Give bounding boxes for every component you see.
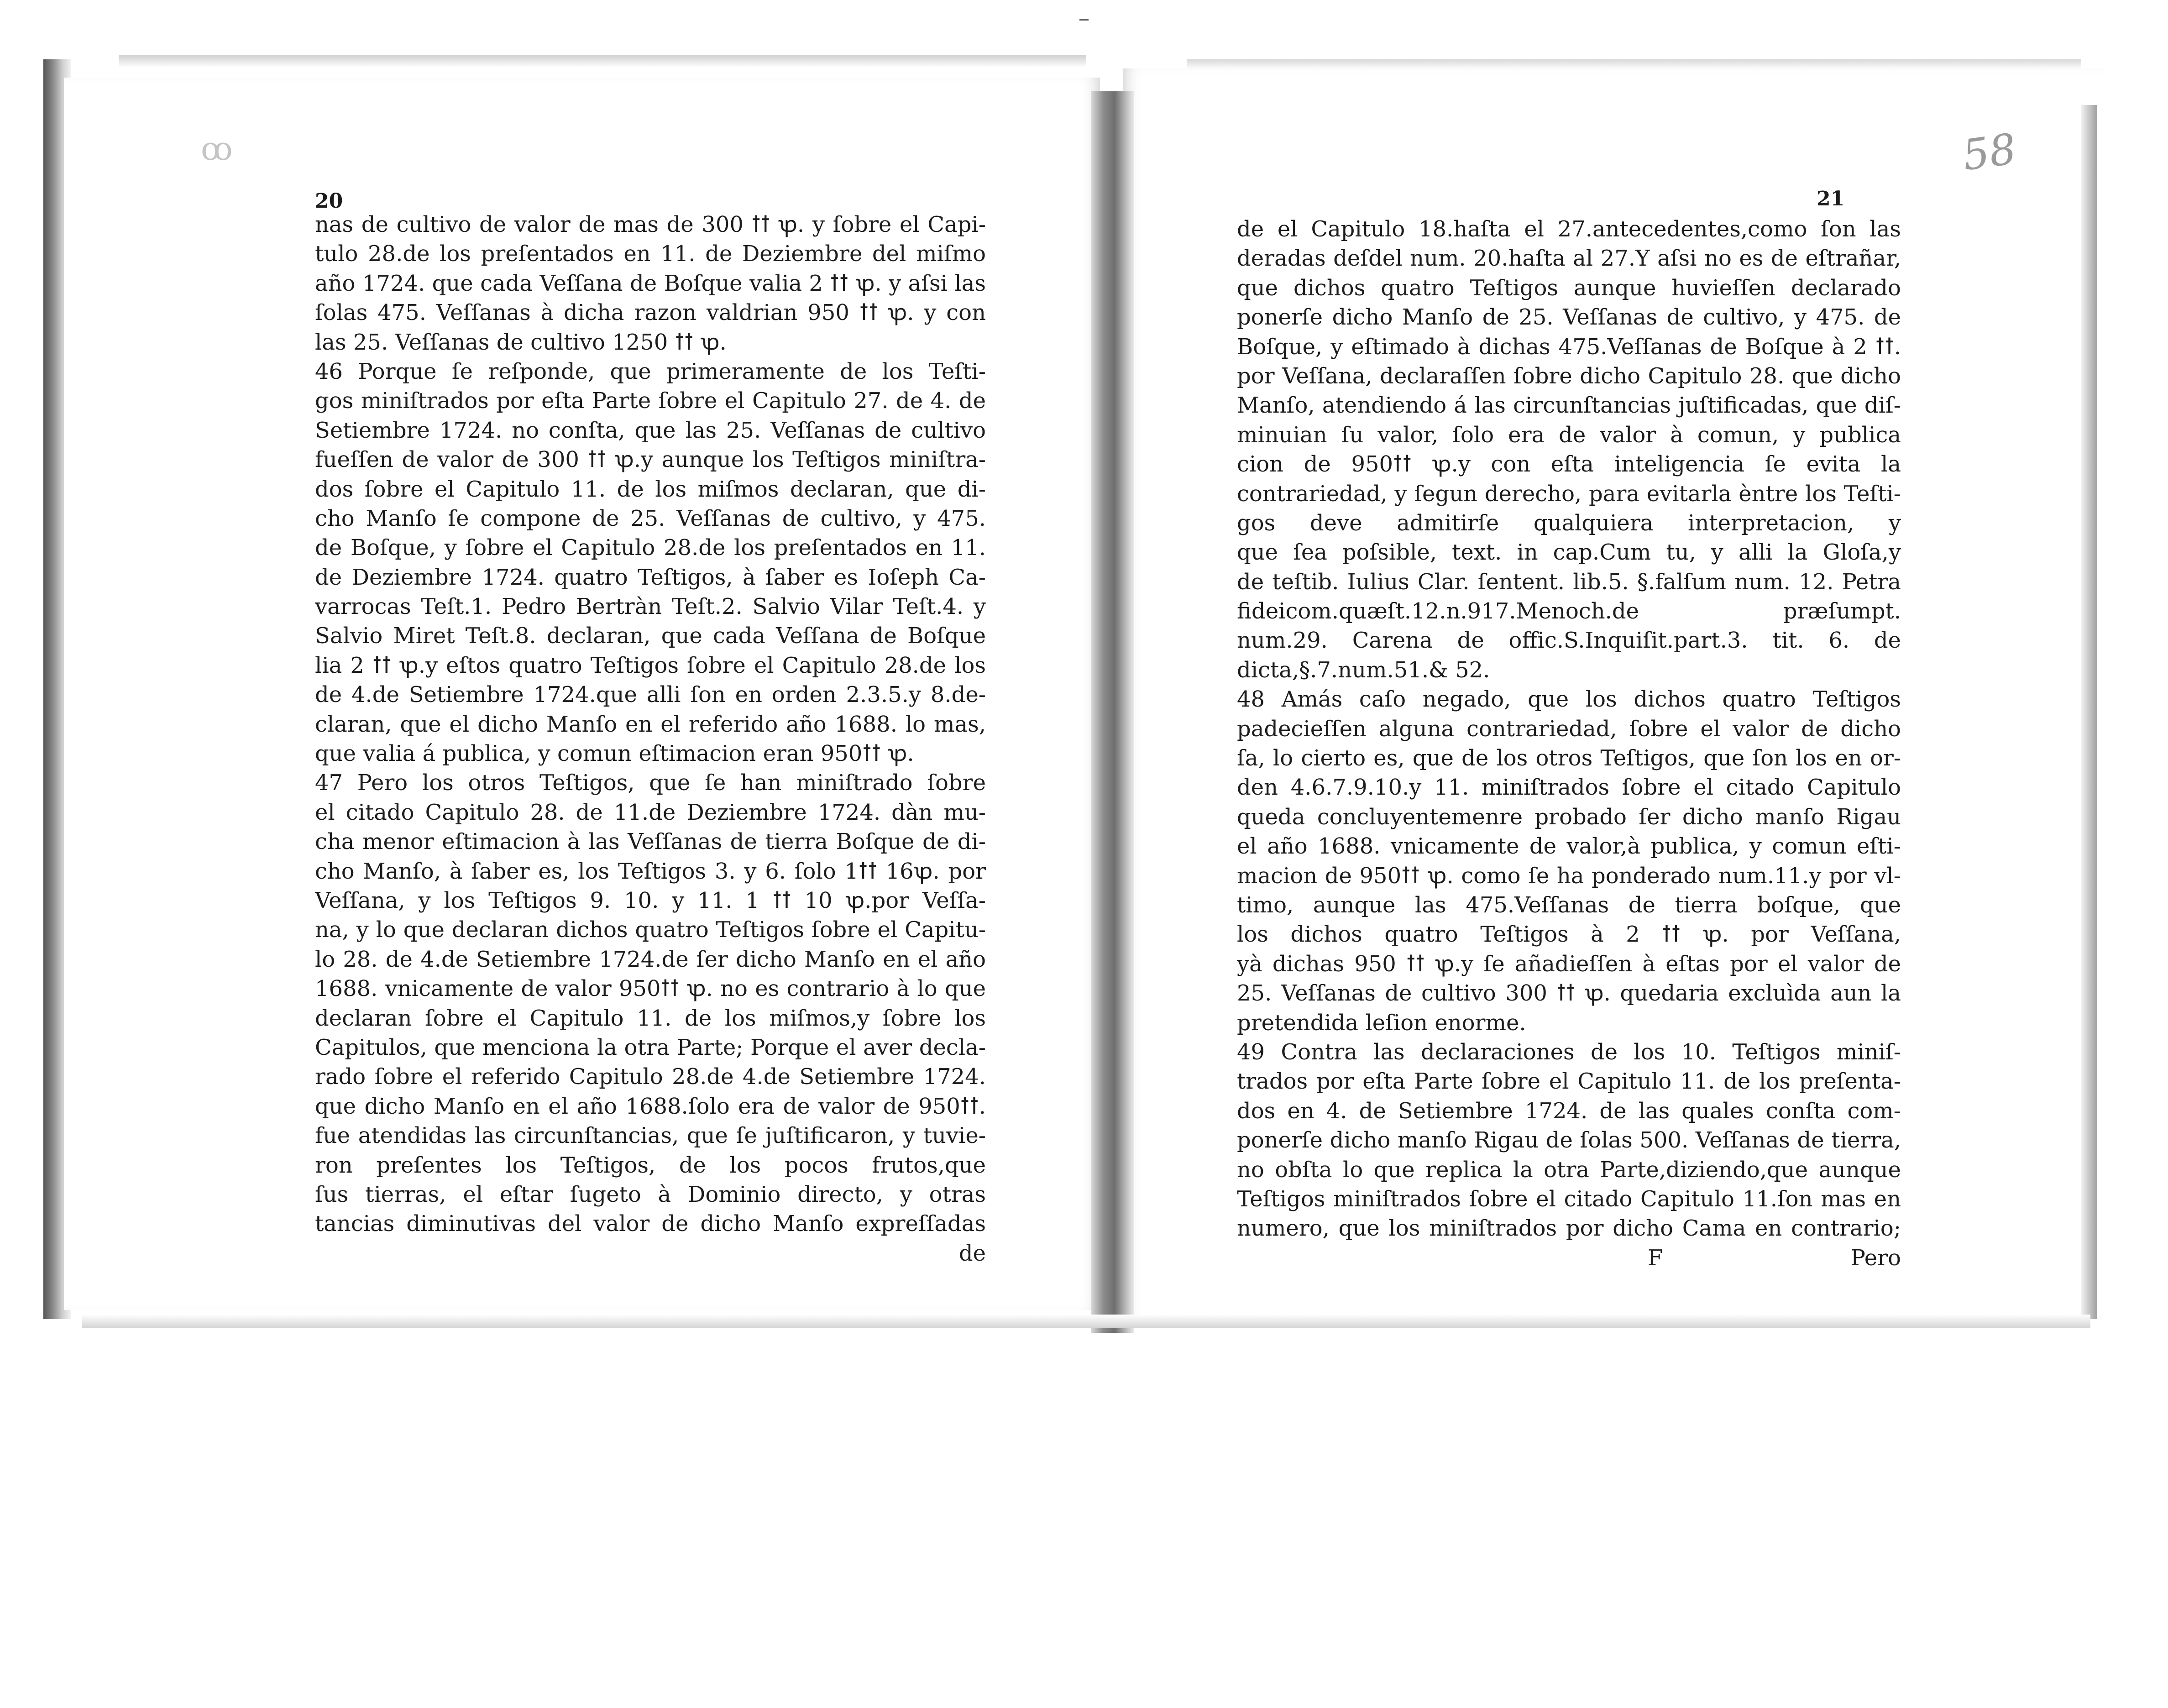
text-line: fueſſen de valor de 300 ꝉꝉ ꝕ.y aunque los Teſtigos miniſtra-	[315, 447, 986, 473]
text-line: de Deziembre 1724. quatro Teſtigos, à ſaber es Ioſeph Ca-	[315, 564, 986, 590]
text-line: de Boſque, y ſobre el Capitulo 28.de los preſentados en 11.	[315, 535, 986, 561]
paragraph-start: 46 Porque ſe reſponde, que primeramente de los Teſti-	[315, 358, 986, 384]
text-line: rado ſobre el referido Capitulo 28.de 4.de Setiembre 1724.	[315, 1064, 986, 1090]
text-line: que ſea poſsible, text. in cap.Cum tu, y alli la Gloſa,y	[1237, 540, 1901, 566]
text-line: que dichos quatro Teſtigos aunque huvieſſen declarado	[1237, 275, 1901, 301]
text-line: Salvio Miret Teſt.8. declaran, que cada Veſſana de Boſque	[315, 623, 986, 649]
text-line: claran, que el dicho Manſo en el referido año 1688. lo mas,	[315, 711, 986, 737]
text-line: que valia á publica, y comun eſtimacion eran 950ꝉꝉ ꝕ.	[315, 741, 914, 767]
text-line: dicta,§.7.num.51.& 52.	[1237, 657, 1490, 683]
text-line: trados por eſta Parte ſobre el Capitulo 11. de los preſenta-	[1237, 1069, 1901, 1095]
text-line: gos miniſtrados por eſta Parte ſobre el Capitulo 27. de 4. de	[315, 388, 986, 414]
book-gutter	[1091, 91, 1134, 1333]
text-line: lia 2 ꝉꝉ ꝕ.y eſtos quatro Teſtigos ſobre el Capitulo 28.de los	[315, 652, 986, 678]
scan-mark	[1079, 19, 1089, 21]
text-line: numero, que los miniſtrados por dicho Cama en contrario;	[1237, 1216, 1901, 1242]
text-line: cion de 950ꝉꝉ ꝕ.y con eſta inteligencia ſe evita la	[1237, 451, 1901, 477]
paragraph-start: 49 Contra las declaraciones de los 10. Teſtigos miniſ-	[1237, 1039, 1901, 1065]
text-line: nas de cultivo de valor de mas de 300 ꝉꝉ ꝕ. y ſobre el Capi-	[315, 212, 986, 237]
text-line: lo 28. de 4.de Setiembre 1724.de ſer dicho Manſo en el año	[315, 946, 986, 972]
text-line: macion de 950ꝉꝉ ꝕ. como ſe ha ponderado num.11.y por vl-	[1237, 863, 1901, 889]
catchword: Pero	[1850, 1245, 1901, 1271]
text-line: ponerſe dicho Manſo de 25. Veſſanas de cultivo, y 475. de	[1237, 304, 1901, 330]
text-line: declaran ſobre el Capitulo 11. de los miſmos,y ſobre los	[315, 1005, 986, 1031]
text-line: que dicho Manſo en el año 1688.ſolo era de valor de 950ꝉꝉ.	[315, 1093, 986, 1119]
text-line: año 1724. que cada Veſſana de Boſque valia 2 ꝉꝉ ꝕ. y aſsi las	[315, 270, 986, 296]
text-line: 25. Veſſanas de cultivo 300 ꝉꝉ ꝕ. quedaria excluìda aun la	[1237, 980, 1901, 1006]
text-line: gos deve admitirſe qualquiera interpretacion, y	[1237, 510, 1901, 536]
text-line: cho Manſo, à ſaber es, los Teſtigos 3. y 6. ſolo 1ꝉꝉ 16ꝕ. por	[315, 858, 986, 884]
text-line: timo, aunque las 475.Veſſanas de tierra boſque, que	[1237, 892, 1901, 918]
pencil-folio-number: 58	[1959, 124, 2019, 180]
left-page-text	[315, 210, 986, 1268]
text-line: Teſtigos miniſtrados ſobre el citado Capitulo 11.ſon mas en	[1237, 1186, 1901, 1212]
text-line: cho Manſo ſe compone de 25. Veſſanas de cultivo, y 475.	[315, 505, 986, 531]
text-line: Veſſana, y los Teſtigos 9. 10. y 11. 1 ꝉꝉ 10 ꝕ.por Veſſa-	[315, 887, 986, 913]
text-line: no obſta lo que replica la otra Parte,diziendo,que aunque	[1237, 1157, 1901, 1183]
text-line: tancias diminutivas del valor de dicho Manſo expreſſadas	[315, 1211, 986, 1237]
text-line: Boſque, y eſtimado à dichas 475.Veſſanas de Boſque à 2 ꝉꝉ.	[1237, 334, 1901, 360]
right-page-number: 21	[1817, 187, 1845, 210]
text-line: fue atendidas las circunſtancias, que ſe juſtificaron, y tuvie-	[315, 1123, 986, 1149]
text-line: ſolas 475. Veſſanas à dicha razon valdrian 950 ꝉꝉ ꝕ. y con	[315, 300, 986, 326]
signature-mark: F	[1648, 1245, 1663, 1271]
text-line: por Veſſana, declaraſſen ſobre dicho Capitulo 28. que dicho	[1237, 363, 1901, 389]
book-edge-right	[2081, 105, 2097, 1319]
text-line: yà dichas 950 ꝉꝉ ꝕ.y ſe añadieſſen à eſtas por el valor de	[1237, 951, 1901, 977]
right-page-text	[1237, 215, 1901, 1273]
text-line: el citado Capitulo 28. de 11.de Deziembre 1724. dàn mu-	[315, 799, 986, 825]
text-line: num.29. Carena de offic.S.Inquiſit.part.3. tit. 6. de	[1237, 628, 1901, 654]
paragraph-start: 48 Amás caſo negado, que los dichos quatro Teſtigos	[1237, 686, 1901, 713]
text-line: na, y lo que declaran dichos quatro Teſtigos ſobre el Capitu-	[315, 917, 986, 943]
text-line: fideicom.quæſt.12.n.917.Menoch.de præſumpt.	[1237, 598, 1901, 624]
text-line: ſa, lo cierto es, que de los otros Teſtigos, que ſon los en or-	[1237, 745, 1901, 771]
text-line: de 4.de Setiembre 1724.que alli ſon en orden 2.3.5.y 8.de-	[315, 682, 986, 708]
text-line: Setiembre 1724. no conſta, que las 25. Veſſanas de cultivo	[315, 417, 986, 443]
paragraph-start: 47 Pero los otros Teſtigos, que ſe han miniſtrado ſobre	[315, 770, 986, 796]
text-line: los dichos quatro Teſtigos à 2 ꝉꝉ ꝕ. por Veſſana,	[1237, 922, 1901, 948]
text-line: dos en 4. de Setiembre 1724. de las quales conſta com-	[1237, 1098, 1901, 1124]
text-line: den 4.6.7.9.10.y 11. miniſtrados ſobre el citado Capitulo	[1237, 775, 1901, 801]
text-line: Capitulos, que menciona la otra Parte; Porque el aver decla-	[315, 1034, 986, 1060]
text-line: de teſtib. Iulius Clar. ſentent. lib.5. §.falſum num. 12. Petra	[1237, 569, 1901, 595]
text-line: las 25. Veſſanas de cultivo 1250 ꝉꝉ ꝕ.	[315, 329, 727, 355]
text-line: 1688. vnicamente de valor 950ꝉꝉ ꝕ. no es contrario à lo que	[315, 976, 986, 1002]
pencil-mark: ꝏ	[201, 130, 233, 168]
text-line: deradas deſdel num. 20.haſta al 27.Y aſsi no es de eſtrañar,	[1237, 246, 1901, 272]
text-line: tulo 28.de los preſentados en 11. de Deziembre del miſmo	[315, 241, 986, 267]
text-line: dos ſobre el Capitulo 11. de los miſmos declaran, que di-	[315, 476, 986, 502]
text-line: ſus tierras, el eſtar ſugeto à Dominio directo, y otras	[315, 1181, 986, 1207]
text-line: de el Capitulo 18.haſta el 27.antecedentes,como ſon las	[1237, 216, 1901, 242]
text-line: ron preſentes los Teſtigos, de los pocos frutos,que	[315, 1152, 986, 1178]
text-line: varrocas Teſt.1. Pedro Bertràn Teſt.2. Salvio Vilar Teſt.4. y	[315, 594, 986, 620]
catchword: de	[958, 1240, 986, 1266]
page-footer	[1237, 1243, 1901, 1273]
text-line: cha menor eſtimacion à las Veſſanas de tierra Boſque de di-	[315, 829, 986, 855]
text-line: padecieſſen alguna contrariedad, ſobre el valor de dicho	[1237, 716, 1901, 742]
left-page-number: 20	[315, 189, 343, 213]
page-edge-top-right	[1187, 59, 2081, 69]
page-edge-bottom	[82, 1315, 2090, 1328]
text-line: el año 1688. vnicamente de valor,à publica, y comun eſti-	[1237, 833, 1901, 859]
page-edge-top-left	[119, 55, 1086, 68]
text-line: ponerſe dicho manſo Rigau de ſolas 500. Veſſanas de tierra,	[1237, 1127, 1901, 1153]
text-line: pretendida leſion enorme.	[1237, 1010, 1526, 1036]
text-line: queda concluyentemenre probado ſer dicho manſo Rigau	[1237, 804, 1901, 830]
text-line: minuian ſu valor, ſolo era de valor à comun, y publica	[1237, 422, 1901, 448]
text-line: contrariedad, y ſegun derecho, para evitarla èntre los Teſti-	[1237, 481, 1901, 507]
text-line: Manſo, atendiendo á las circunſtancias juſtificadas, que diſ-	[1237, 393, 1901, 419]
